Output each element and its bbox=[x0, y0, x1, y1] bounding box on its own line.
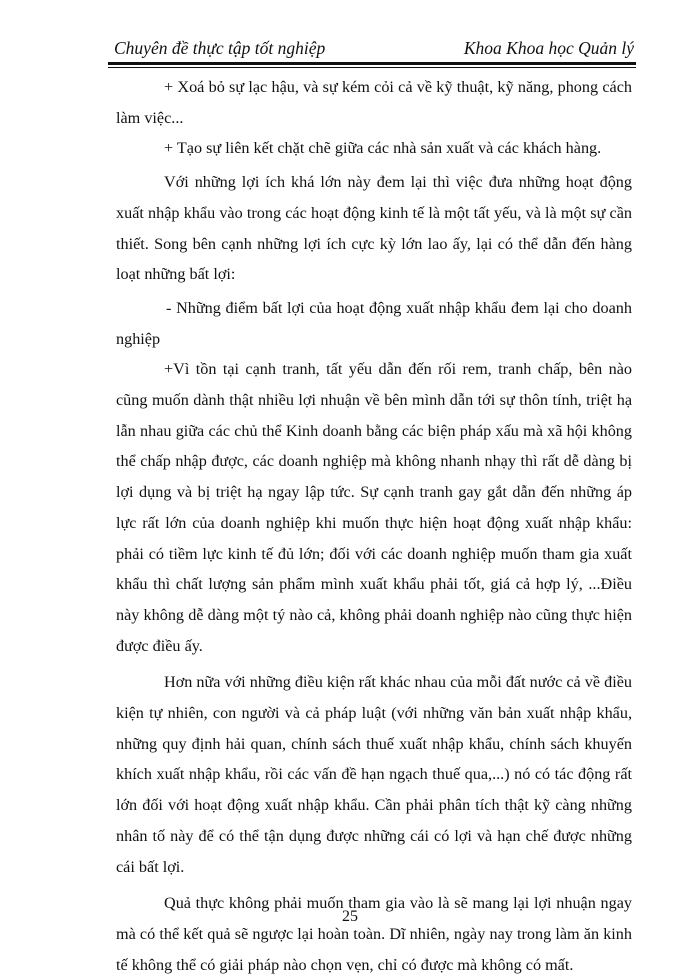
paragraph: Với những lợi ích khá lớn này đem lại thì việc đưa những hoạt động xuất nhập khẩu vào trong các hoạt động kinh tế là một tất yếu, và là một sự cần thiết. Song bên cạnh những lợi ích cực kỳ lớn lao ấy, lại có thể dẫn đến hàng loạt những bất lợi: bbox=[116, 173, 632, 284]
header-rule-thick bbox=[108, 62, 636, 65]
header-rule-thin bbox=[108, 67, 636, 68]
document-body bbox=[116, 72, 632, 980]
paragraph: + Tạo sự liên kết chặt chẽ giữa các nhà sản xuất và các khách hàng. bbox=[164, 139, 602, 158]
header-department: Khoa Khoa học Quản lý bbox=[463, 38, 634, 58]
paragraph: +Vì tồn tại cạnh tranh, tất yếu dẫn đến rối rem, tranh chấp, bên nào cũng muốn dành thật nhiều lợi nhuận về bên mình dẫn tới sự thôn tính, triệt hạ lẫn nhau giữa các chủ thể Kinh doanh bằng các biện pháp xấu mà xã hội không thể chấp nhập được, các doanh nghiệp mà không nhanh nhạy thì rất dễ dàng bị lợi dụng và bị triệt hạ ngay lập tức. Sự cạnh tranh gay gắt dẫn đến những áp lực rất lớn của doanh nghiệp khi muốn thực hiện hoạt động xuất nhập khẩu: phải có tiềm lực kinh tế đủ lớn; đối với các doanh nghiệp muốn tham gia xuất khẩu thì chất lượng sản phẩm mình xuất khẩu phải tốt, giá cả hợp lý, ...Điều này không dễ dàng một tý nào cả, không phải doanh nghiệp nào cũng thực hiện được điều ấy. bbox=[116, 360, 632, 655]
paragraph: Hơn nữa với những điều kiện rất khác nhau của mỗi đất nước cả về điều kiện tự nhiên, con người và cả pháp luật (với những văn bản xuất nhập khẩu, những quy định hải quan, chính sách thuế xuất nhập khẩu, chính sách khuyến khích xuất nhập khẩu, rồi các vấn đề hạn ngạch thuế qua,...) nó có tác động rất lớn đối với hoạt động xuất nhập khẩu. Cần phải phân tích thật kỹ càng những nhân tố này để có thể tận dụng được những cái có lợi và hạn chế được những cái bất lợi. bbox=[116, 673, 632, 876]
paragraph: Quả thực không phải muốn tham gia vào là sẽ mang lại lợi nhuận ngay mà có thể kết quả sẽ ngược lại hoàn toàn. Dĩ nhiên, ngày nay trong làm ăn kinh tế không thể có giải pháp nào chọn vẹn, chỉ có được mà không có mất. bbox=[116, 894, 632, 974]
page-number: 25 bbox=[342, 908, 358, 925]
page-header bbox=[108, 36, 636, 62]
header-title: Chuyên đề thực tập tốt nghiệp bbox=[114, 38, 326, 58]
paragraph: - Những điểm bất lợi của hoạt động xuất nhập khẩu đem lại cho doanh nghiệp bbox=[116, 298, 632, 348]
paragraph: + Xoá bỏ sự lạc hậu, và sự kém cỏi cả về kỹ thuật, kỹ năng, phong cách làm việc... bbox=[116, 78, 632, 127]
